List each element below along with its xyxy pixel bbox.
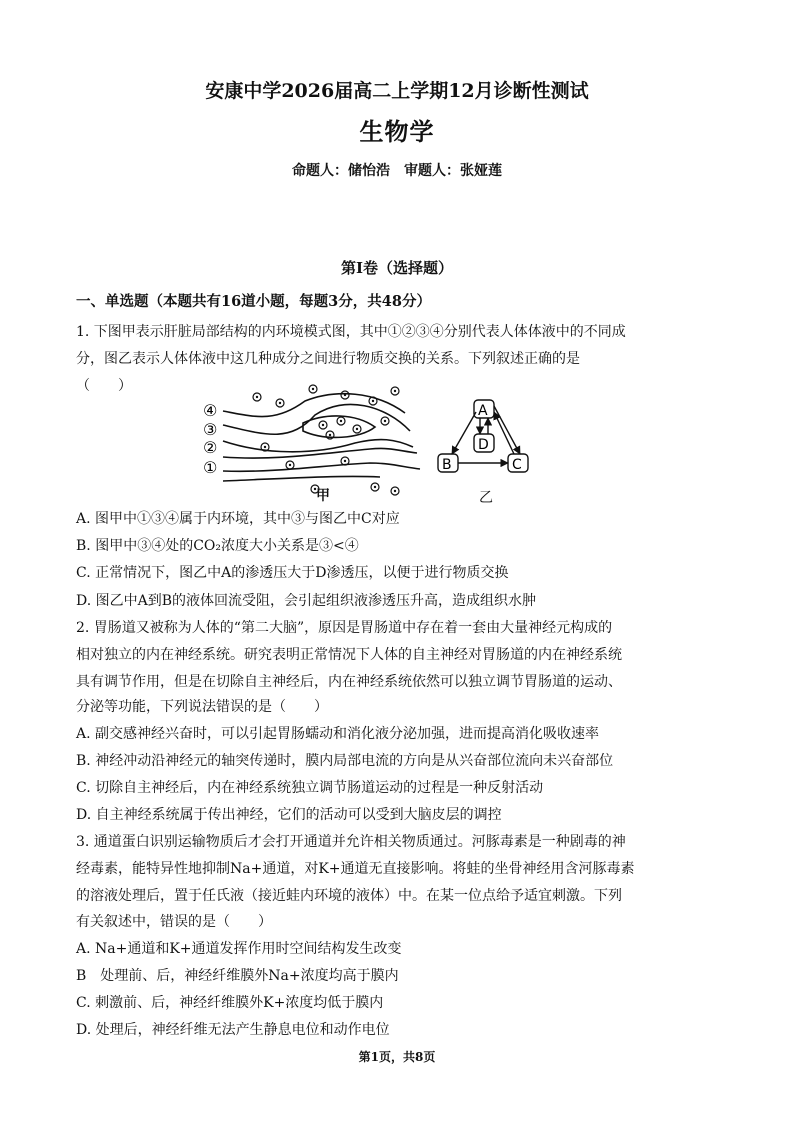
q2-option-c: C. 切除自主神经后，内在神经系统独立调节肠道运动的过程是一种反射活动 xyxy=(76,780,544,796)
q1-option-d: D. 图乙中A到B的液体回流受阻，会引起组织液渗透压升高，造成组织水肿 xyxy=(76,593,537,609)
yi-node-d: D xyxy=(478,437,489,453)
yi-node-c: C xyxy=(512,457,522,473)
exam-title: 安康中学2026届高二上学期12月诊断性测试 xyxy=(205,80,589,102)
page-number: 第1页，共8页 xyxy=(358,1050,436,1064)
q3-option-d: D. 处理后，神经纤维无法产生静息电位和动作电位 xyxy=(76,1022,390,1038)
yi-node-a: A xyxy=(478,403,488,419)
q1-option-b: B. 图甲中③④处的CO₂浓度大小关系是③<④ xyxy=(76,538,359,554)
q1-stem-line: 分，图乙表示人体体液中这几种成分之间进行物质交换的关系。下列叙述正确的是 xyxy=(76,351,580,367)
q3-option-b: B 处理前、后，神经纤维膜外Na+浓度均高于膜内 xyxy=(76,968,399,984)
jia-marker-3: ③ xyxy=(203,420,218,439)
q1-option-a: A. 图甲中①③④属于内环境，其中③与图乙中C对应 xyxy=(76,511,400,527)
q2-option-d: D. 自主神经系统属于传出神经，它们的活动可以受到大脑皮层的调控 xyxy=(76,807,502,823)
q1-stem-line: （ ） xyxy=(76,378,132,394)
q3-option-a: A. Na+通道和K+通道发挥作用时空间结构发生改变 xyxy=(76,941,402,957)
jia-marker-2: ② xyxy=(203,438,218,457)
authors-line: 命题人：储怡浩 审题人：张娅莲 xyxy=(292,163,502,179)
figure-yi-caption: 乙 xyxy=(479,490,493,506)
q3-stem-line: 经毒素，能特异性地抑制Na+通道，对K+通道无直接影响。将蛙的坐骨神经用含河豚毒素 xyxy=(76,861,635,877)
section-title: 第Ⅰ卷（选择题） xyxy=(340,259,454,277)
figure-jia xyxy=(195,383,435,503)
figure-yi xyxy=(432,396,542,478)
q2-option-a: A. 副交感神经兴奋时，可以引起胃肠蠕动和消化液分泌加强，进而提高消化吸收速率 xyxy=(76,726,600,742)
q2-stem-line: 具有调节作用，但是在切除自主神经后，内在神经系统依然可以独立调节胃肠道的运动、 xyxy=(76,674,622,690)
figure-jia-caption: 甲 xyxy=(316,488,330,504)
jia-marker-4: ④ xyxy=(203,401,218,420)
part-title: 一、单选题（本题共有16道小题，每题3分，共48分） xyxy=(76,293,431,310)
q1-option-c: C. 正常情况下，图乙中A的渗透压大于D渗透压，以便于进行物质交换 xyxy=(76,565,509,581)
q2-stem-line: 分泌等功能，下列说法错误的是（ ） xyxy=(76,699,328,715)
q2-stem-line: 2. 胃肠道又被称为人体的“第二大脑”，原因是胃肠道中存在着一套由大量神经元构成的 xyxy=(76,620,613,636)
q3-option-c: C. 刺激前、后，神经纤维膜外K+浓度均低于膜内 xyxy=(76,995,384,1011)
subject-title: 生物学 xyxy=(359,117,435,146)
q3-stem-line: 有关叙述中，错误的是（ ） xyxy=(76,914,272,930)
q2-option-b: B. 神经冲动沿神经元的轴突传递时，膜内局部电流的方向是从兴奋部位流向未兴奋部位 xyxy=(76,753,614,769)
jia-marker-1: ① xyxy=(203,458,218,477)
q2-stem-line: 相对独立的内在神经系统。研究表明正常情况下人体的自主神经对胃肠道的内在神经系统 xyxy=(76,647,622,663)
q3-stem-line: 的溶液处理后，置于任氏液（接近蛙内环境的液体）中。在某一位点给予适宜刺激。下列 xyxy=(76,888,622,904)
q3-stem-line: 3. 通道蛋白识别运输物质后才会打开通道并允许相关物质通过。河豚毒素是一种剧毒的神 xyxy=(76,834,626,850)
q1-stem-line: 1. 下图甲表示肝脏局部结构的内环境模式图，其中①②③④分别代表人体体液中的不同成 xyxy=(76,324,626,340)
yi-node-b: B xyxy=(442,457,452,473)
